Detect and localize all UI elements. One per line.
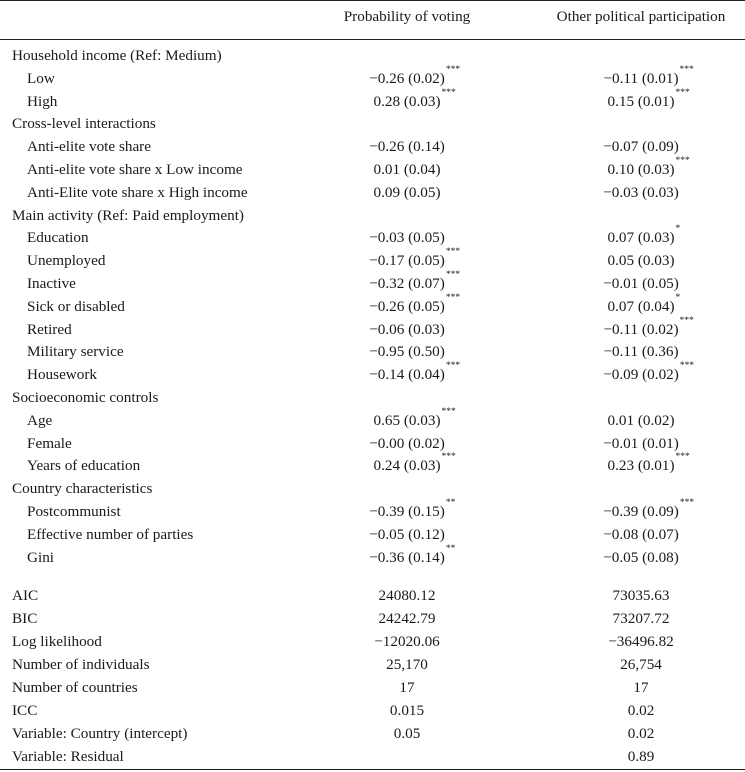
probability-of-voting-value: −0.17 (0.05) *** <box>369 247 461 270</box>
other-participation-value: 73207.72 <box>612 610 670 627</box>
row-label: Anti-Elite vote share x High income <box>27 183 248 201</box>
row-label: Main activity (Ref: Paid employment) <box>12 206 244 224</box>
probability-of-voting-value: 0.01 (0.04) <box>373 161 441 178</box>
table-row <box>0 158 745 181</box>
row-label: Sick or disabled <box>27 297 125 315</box>
model-stat-row <box>0 653 745 676</box>
other-participation-value: 0.15 (0.01) *** <box>607 87 690 110</box>
section-header-row <box>0 477 745 500</box>
row-label: Retired <box>27 320 72 338</box>
table-row <box>0 64 745 90</box>
model-stat-row <box>0 699 745 722</box>
stat-label: BIC <box>12 610 38 627</box>
column-header-probability-of-voting: Probability of voting <box>343 8 471 25</box>
row-label: Anti-elite vote share <box>27 138 151 156</box>
significance-stars: *** <box>445 270 461 280</box>
probability-of-voting-value: −0.36 (0.14) ** <box>369 543 456 566</box>
other-participation-value: 0.07 (0.03) * <box>607 224 681 247</box>
probability-of-voting-value: −0.32 (0.07) *** <box>369 270 461 292</box>
probability-of-voting-value: 25,170 <box>386 656 428 673</box>
probability-of-voting-value: −0.26 (0.14) <box>369 138 445 156</box>
model-stat-row <box>0 607 745 630</box>
other-participation-value: −0.08 (0.07) <box>603 525 679 543</box>
probability-of-voting-value: 0.65 (0.03) *** <box>373 406 456 429</box>
other-participation-value: −0.01 (0.05) <box>603 275 679 292</box>
significance-stars: *** <box>679 64 694 75</box>
section-header-row <box>0 44 745 67</box>
header-rule <box>0 39 745 40</box>
column-header-other-political-participation: Other political participation <box>556 8 726 25</box>
other-participation-value: −0.11 (0.01) *** <box>603 64 694 87</box>
significance-stars: *** <box>679 315 694 326</box>
model-stat-row <box>0 676 745 699</box>
row-label: Military service <box>27 343 124 361</box>
probability-of-voting-value: −0.03 (0.05) <box>369 229 445 247</box>
significance-stars: *** <box>445 247 461 258</box>
stat-label: ICC <box>12 702 38 719</box>
table-row <box>0 523 745 546</box>
table-row <box>0 292 745 318</box>
stat-label: Number of countries <box>12 679 138 696</box>
probability-of-voting-value: 17 <box>399 679 415 696</box>
model-stat-row <box>0 584 745 607</box>
probability-of-voting-value: −0.06 (0.03) <box>369 320 445 338</box>
row-label: Inactive <box>27 275 76 292</box>
row-label: Female <box>27 434 72 452</box>
stat-label: Variable: Country (intercept) <box>12 725 188 742</box>
other-participation-value: −36496.82 <box>608 633 674 650</box>
table-row <box>0 363 745 386</box>
probability-of-voting-value: 0.05 <box>393 725 421 742</box>
other-participation-value: −0.01 (0.01) <box>603 434 679 452</box>
other-participation-value: −0.39 (0.09) *** <box>603 498 695 520</box>
table-row <box>0 87 745 113</box>
row-label: Anti-elite vote share x Low income <box>27 161 243 178</box>
model-stat-row <box>0 630 745 653</box>
significance-stars: *** <box>679 361 695 372</box>
probability-of-voting-value: −0.26 (0.02) *** <box>369 64 461 87</box>
row-label: Socioeconomic controls <box>12 389 159 406</box>
table-row <box>0 135 745 158</box>
section-header-row <box>0 112 745 135</box>
stat-label: Variable: Residual <box>12 748 124 765</box>
significance-stars: *** <box>675 156 690 166</box>
row-label: Gini <box>27 548 55 566</box>
table-row <box>0 432 745 455</box>
significance-stars: *** <box>441 452 456 463</box>
table-row <box>0 340 745 363</box>
row-label: Postcommunist <box>27 503 121 520</box>
other-participation-value: −0.05 (0.08) <box>603 548 679 566</box>
section-header-row <box>0 204 745 227</box>
top-rule <box>0 0 745 1</box>
significance-stars: *** <box>675 87 690 98</box>
table-row <box>0 181 745 204</box>
probability-of-voting-value: −0.39 (0.15) ** <box>369 498 456 520</box>
table-row <box>0 454 745 477</box>
probability-of-voting-value: −0.26 (0.05) *** <box>369 292 461 315</box>
significance-stars: *** <box>679 498 695 508</box>
table-row <box>0 315 745 341</box>
probability-of-voting-value: −0.05 (0.12) <box>369 525 445 543</box>
row-label: Effective number of parties <box>27 525 194 543</box>
row-label: Education <box>27 229 89 247</box>
other-participation-value: 0.02 <box>627 725 655 742</box>
probability-of-voting-value: 0.28 (0.03) *** <box>373 87 456 110</box>
probability-of-voting-value: −0.95 (0.50) <box>369 343 445 361</box>
model-stat-row <box>0 745 745 768</box>
probability-of-voting-value: 0.09 (0.05) <box>373 183 441 201</box>
significance-stars: *** <box>441 87 456 98</box>
other-participation-value: −0.03 (0.03) <box>603 183 679 201</box>
model-stat-row <box>0 722 745 745</box>
table-row <box>0 249 745 272</box>
other-participation-value: 0.89 <box>627 748 655 765</box>
bottom-rule <box>0 769 745 770</box>
other-participation-value: 26,754 <box>620 656 662 673</box>
other-participation-value: 0.23 (0.01) *** <box>607 452 690 475</box>
row-label: Household income (Ref: Medium) <box>12 47 222 64</box>
stat-label: Log likelihood <box>12 633 102 650</box>
significance-stars: * <box>675 224 681 235</box>
significance-stars: *** <box>445 292 461 303</box>
table-row <box>0 500 745 523</box>
probability-of-voting-value: 24242.79 <box>378 610 436 627</box>
probability-of-voting-value: 0.24 (0.03) *** <box>373 452 456 475</box>
row-label: Housework <box>27 366 98 384</box>
significance-stars: ** <box>445 498 456 508</box>
probability-of-voting-value: 24080.12 <box>378 587 436 604</box>
other-participation-value: 0.07 (0.04) * <box>607 292 681 315</box>
row-label: Cross-level interactions <box>12 115 156 133</box>
stat-label: Number of individuals <box>12 656 150 673</box>
other-participation-value: 0.10 (0.03) *** <box>607 156 690 178</box>
table-row <box>0 406 745 432</box>
probability-of-voting-value: −0.14 (0.04) *** <box>369 361 461 384</box>
row-label: Age <box>27 411 53 429</box>
significance-stars: *** <box>675 452 690 463</box>
other-participation-value: −0.07 (0.09) <box>603 138 679 156</box>
probability-of-voting-value: −12020.06 <box>374 633 440 650</box>
significance-stars: *** <box>441 406 456 417</box>
probability-of-voting-value: 0.015 <box>389 702 425 719</box>
table-row <box>0 226 745 249</box>
probability-of-voting-value: −0.00 (0.02) <box>369 434 445 452</box>
significance-stars: ** <box>445 543 456 554</box>
row-label: High <box>27 92 58 110</box>
significance-stars: * <box>675 292 681 303</box>
other-participation-value: 73035.63 <box>612 587 670 604</box>
table-row <box>0 543 745 569</box>
row-label: Years of education <box>27 457 141 475</box>
other-participation-value: 0.01 (0.02) <box>607 411 675 429</box>
section-header-row <box>0 386 745 409</box>
table-row <box>0 272 745 295</box>
significance-stars: *** <box>445 361 461 372</box>
stat-label: AIC <box>12 587 39 604</box>
significance-stars: *** <box>445 64 461 75</box>
row-label: Unemployed <box>27 252 106 270</box>
other-participation-value: −0.09 (0.02) *** <box>603 361 695 384</box>
other-participation-value: 17 <box>633 679 649 696</box>
other-participation-value: −0.11 (0.02) *** <box>603 315 694 338</box>
row-label: Low <box>27 69 55 87</box>
row-label: Country characteristics <box>12 480 153 498</box>
other-participation-value: 0.02 <box>627 702 655 719</box>
other-participation-value: 0.05 (0.03) <box>607 252 675 270</box>
other-participation-value: −0.11 (0.36) <box>603 343 679 361</box>
